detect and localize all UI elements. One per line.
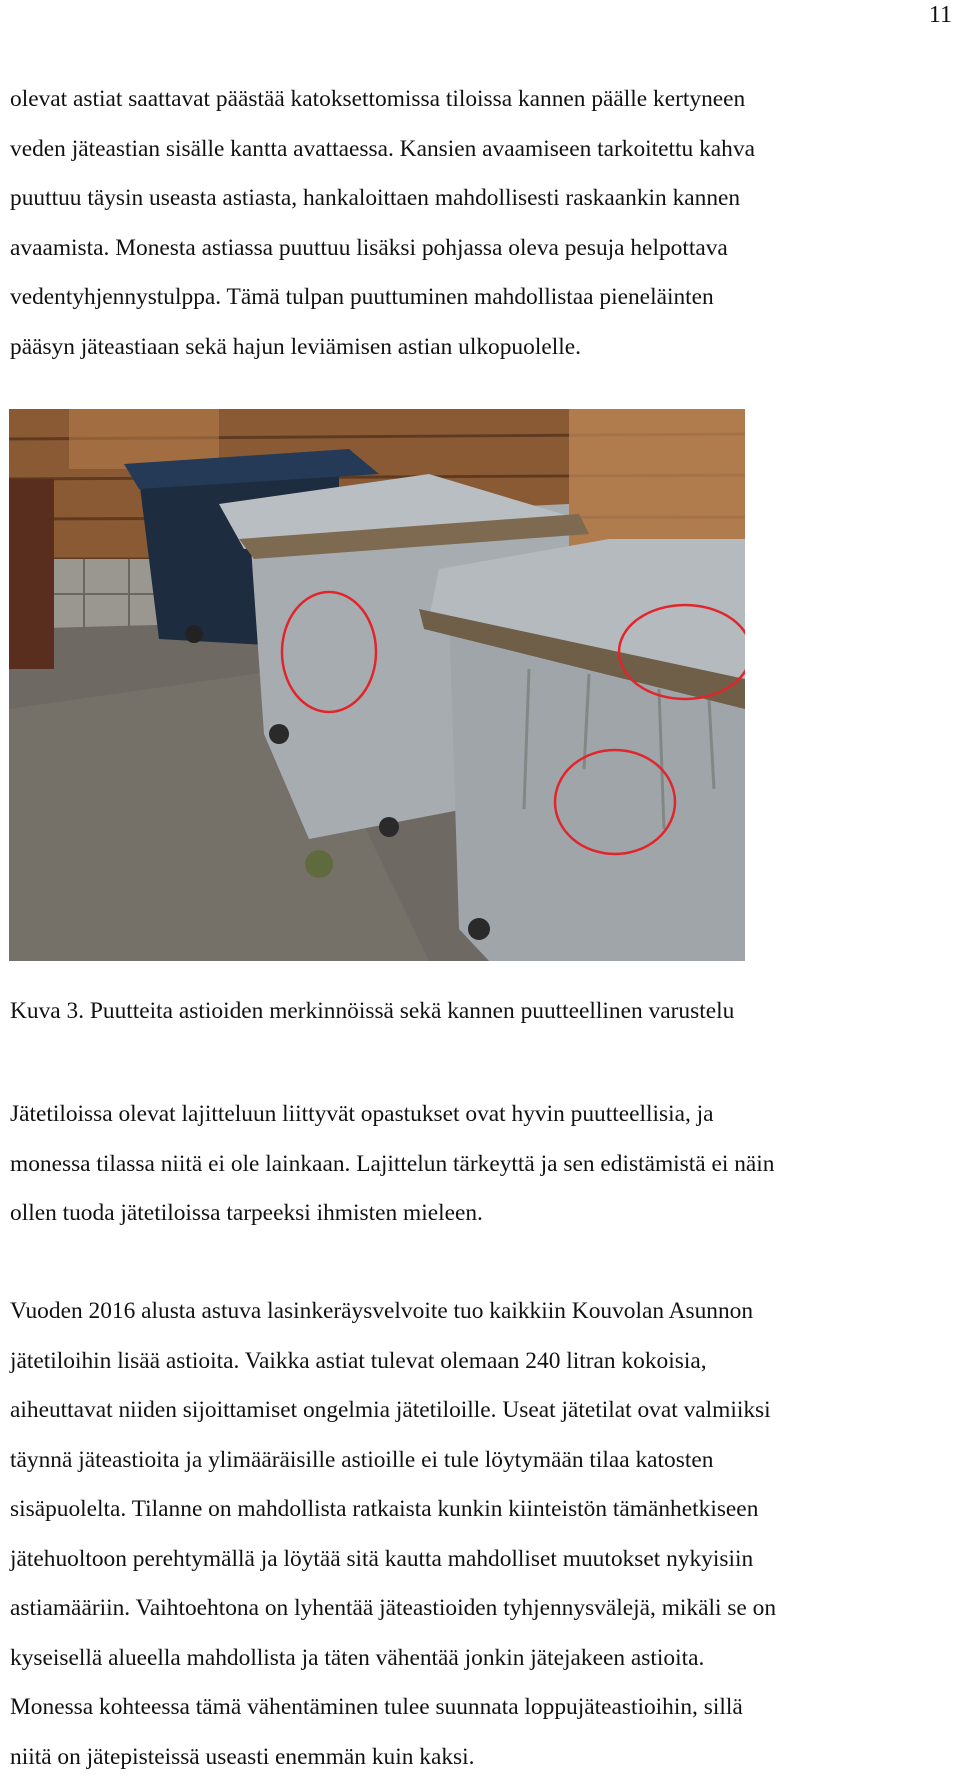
paragraph-1 — [10, 75, 955, 372]
leaf-debris — [305, 850, 333, 878]
page-number: 11 — [929, 2, 952, 29]
text-line: aiheuttavat niiden sijoittamiset ongelmia jätetiloille. Useat jätetilat ovat valmiiksi — [10, 1386, 955, 1436]
text-line: puuttuu täysin useasta astiasta, hankaloittaen mahdollisesti raskaankin kannen — [10, 174, 955, 224]
text-line: avaamista. Monesta astiassa puuttuu lisäksi pohjassa oleva pesuja helpottava — [10, 224, 955, 274]
text-line: olevat astiat saattavat päästää katoksettomissa tiloissa kannen päälle kertyneen — [10, 75, 955, 125]
brown-container — [9, 479, 54, 669]
text-line: niitä on jätepisteissä useasti enemmän kuin kaksi. — [10, 1733, 955, 1782]
text-line: pääsyn jäteastiaan sekä hajun leviämisen astian ulkopuolelle. — [10, 323, 955, 373]
figure-caption: Kuva 3. Puutteita astioiden merkinnöissä sekä kannen puutteellinen varustelu — [10, 998, 734, 1025]
waste-bins-photo — [9, 409, 745, 961]
text-line: täynnä jäteastioita ja ylimääräisille astioille ei tule löytymään tilaa katosten — [10, 1436, 955, 1486]
text-line: astiamääriin. Vaihtoehtona on lyhentää jäteastioiden tyhjennysvälejä, mikäli se on — [10, 1584, 955, 1634]
text-line: Vuoden 2016 alusta astuva lasinkeräysvelvoite tuo kaikkiin Kouvolan Asunnon — [10, 1287, 955, 1337]
text-line: Jätetiloissa olevat lajitteluun liittyvät opastukset ovat hyvin puutteellisia, ja — [10, 1090, 955, 1140]
text-line: monessa tilassa niitä ei ole lainkaan. Lajittelun tärkeyttä ja sen edistämistä ei näin — [10, 1140, 955, 1190]
text-line: sisäpuolelta. Tilanne on mahdollista ratkaista kunkin kiinteistön tämänhetkiseen — [10, 1485, 955, 1535]
paragraph-3 — [10, 1287, 955, 1782]
text-line: Monessa kohteessa tämä vähentäminen tulee suunnata loppujäteastioihin, sillä — [10, 1683, 955, 1733]
text-line: vedentyhjennystulppa. Tämä tulpan puuttuminen mahdollistaa pieneläinten — [10, 273, 955, 323]
text-line: kyseisellä alueella mahdollista ja täten vähentää jonkin jätejakeen astioita. — [10, 1634, 955, 1684]
paragraph-2 — [10, 1090, 955, 1239]
text-line: jätehuoltoon perehtymällä ja löytää sitä kautta mahdolliset muutokset nykyisiin — [10, 1535, 955, 1585]
text-line: ollen tuoda jätetiloissa tarpeeksi ihmisten mieleen. — [10, 1189, 955, 1239]
text-line: jätetiloihin lisää astioita. Vaikka astiat tulevat olemaan 240 litran kokoisia, — [10, 1337, 955, 1387]
wall-light-panel — [569, 409, 745, 559]
text-line: veden jäteastian sisälle kantta avattaessa. Kansien avaamiseen tarkoitettu kahva — [10, 125, 955, 175]
